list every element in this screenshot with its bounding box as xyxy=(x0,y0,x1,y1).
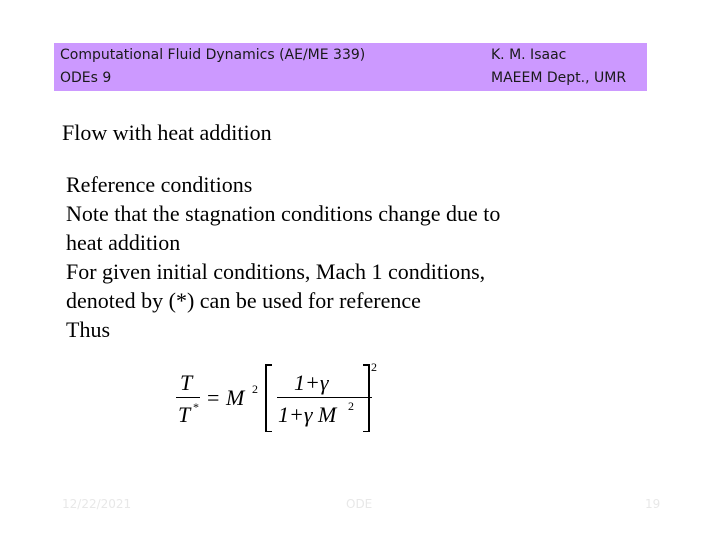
body-line: Note that the stagnation conditions change due to xyxy=(66,201,501,226)
temperature-ratio-equation xyxy=(172,356,392,438)
eq-left-bracket-bottom xyxy=(265,431,272,433)
eq-equals-sign: = xyxy=(207,385,220,410)
footer-date: 12/22/2021 xyxy=(62,497,132,511)
eq-left-bracket-top xyxy=(265,364,272,366)
eq-right-bracket-top xyxy=(363,364,370,366)
body-line: Thus xyxy=(66,317,110,342)
eq-right-bracket xyxy=(368,364,370,432)
body-line: heat addition xyxy=(66,230,181,255)
body-line: For given initial conditions, Mach 1 conditions, xyxy=(66,259,486,284)
slide-title: Flow with heat addition xyxy=(62,120,272,145)
eq-mach-exponent: 2 xyxy=(252,382,258,396)
slide-body xyxy=(66,170,500,344)
eq-outer-exponent: 2 xyxy=(371,360,377,374)
eq-star-superscript: * xyxy=(193,400,199,414)
eq-inner-numerator: 1+γ xyxy=(294,370,329,395)
eq-lhs-numerator: T xyxy=(180,370,193,395)
eq-right-bracket-bottom xyxy=(363,431,370,433)
body-line: denoted by (*) can be used for reference xyxy=(66,288,421,313)
header-dept: MAEEM Dept., UMR xyxy=(491,70,627,86)
header-topic: ODEs 9 xyxy=(60,70,112,86)
eq-lhs-denominator: T xyxy=(178,402,191,427)
eq-inner-fraction-bar xyxy=(277,397,372,398)
eq-inner-exponent: 2 xyxy=(348,399,354,413)
eq-left-bracket xyxy=(265,364,267,432)
footer-center: ODE xyxy=(346,497,373,511)
footer-page-number: 19 xyxy=(645,497,661,511)
eq-lhs-fraction-bar xyxy=(176,397,200,398)
eq-mach: M xyxy=(226,385,245,410)
eq-inner-denominator: 1+γ M xyxy=(278,402,337,427)
header-author: K. M. Isaac xyxy=(491,47,567,63)
body-line: Reference conditions xyxy=(66,172,253,197)
header-course: Computational Fluid Dynamics (AE/ME 339) xyxy=(60,47,366,63)
